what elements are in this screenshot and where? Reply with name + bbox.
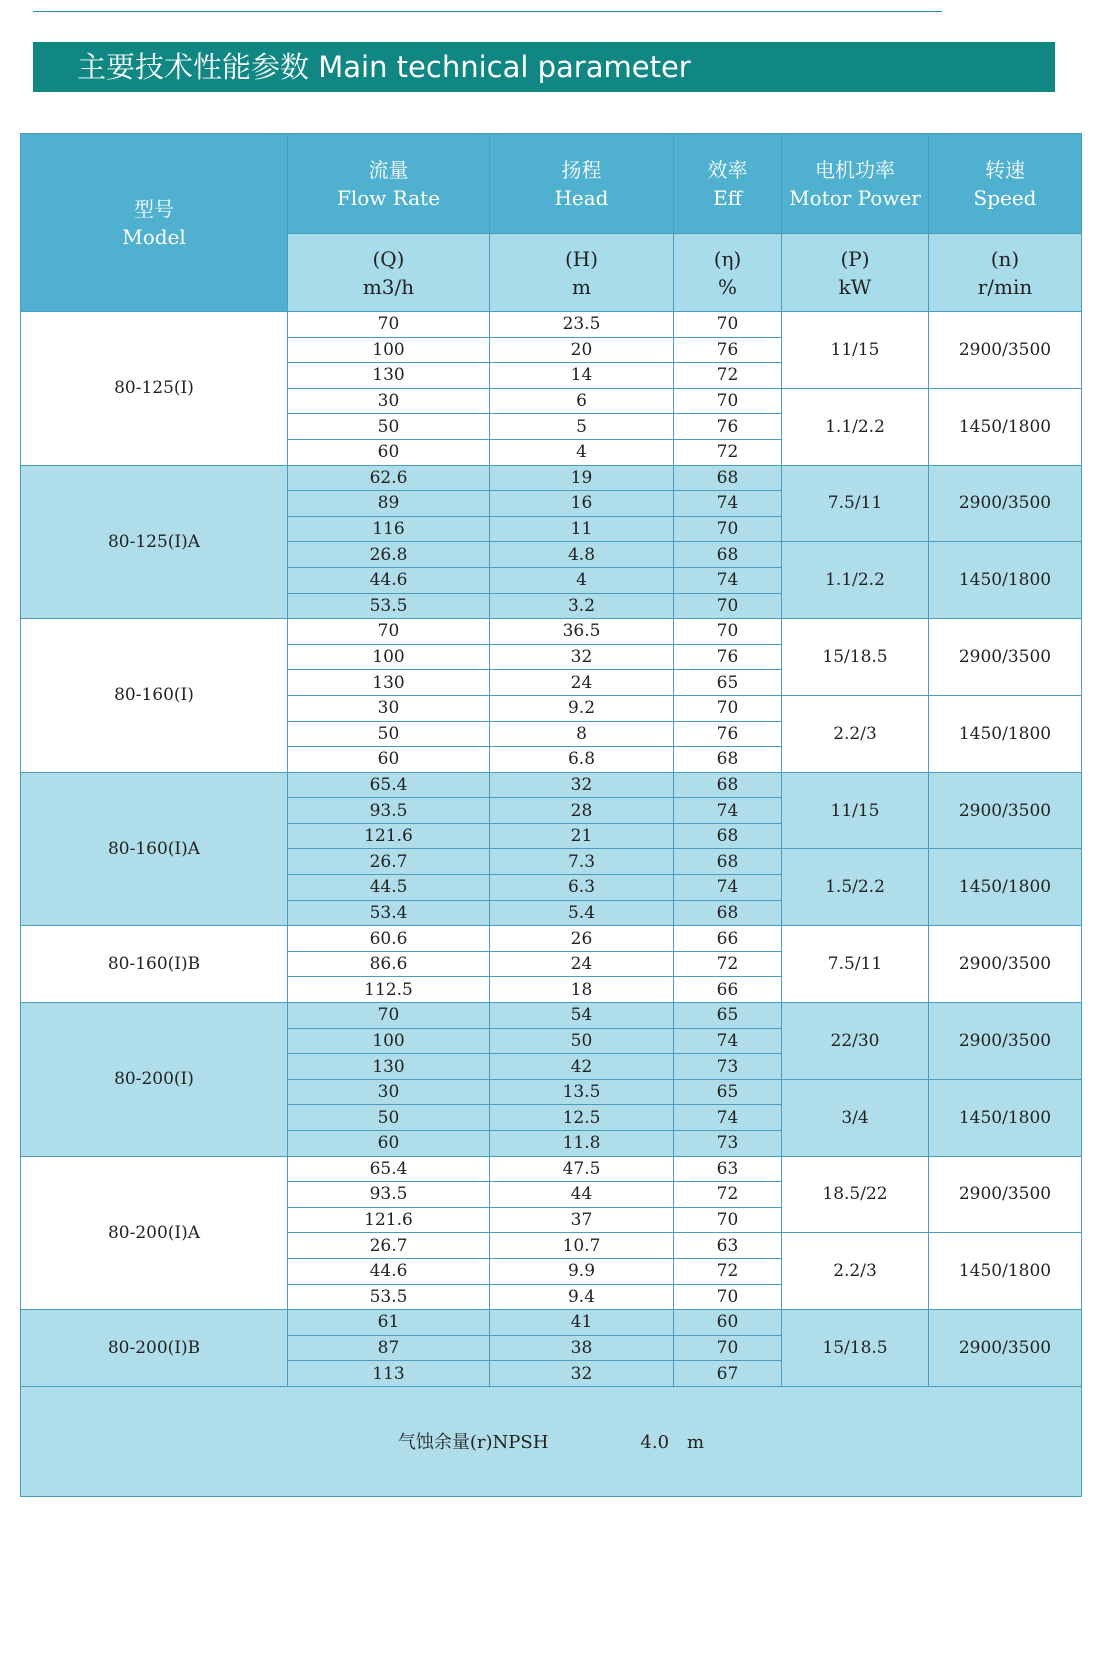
cell-flow: 44.5 xyxy=(288,875,490,901)
cell-flow: 30 xyxy=(288,1079,490,1105)
cell-eff: 73 xyxy=(674,1131,782,1157)
top-rule xyxy=(33,11,942,12)
cell-head: 7.3 xyxy=(490,849,674,875)
cell-speed: 1450/1800 xyxy=(929,388,1082,465)
cell-eff: 68 xyxy=(674,747,782,773)
cell-eff: 70 xyxy=(674,1284,782,1310)
cell-eff: 70 xyxy=(674,1207,782,1233)
cell-head: 11 xyxy=(490,516,674,542)
cell-head: 6.8 xyxy=(490,747,674,773)
cell-motor-power: 18.5/22 xyxy=(782,1156,929,1233)
header-col-1 xyxy=(490,134,674,234)
cell-motor-power: 22/30 xyxy=(782,1003,929,1080)
model-name: 80-160(I)B xyxy=(21,926,288,1003)
cell-head: 5.4 xyxy=(490,900,674,926)
cell-eff: 60 xyxy=(674,1310,782,1336)
cell-eff: 68 xyxy=(674,900,782,926)
cell-eff: 68 xyxy=(674,772,782,798)
npsh-row xyxy=(21,1386,1082,1496)
cell-motor-power: 2.2/3 xyxy=(782,1233,929,1310)
cell-speed: 2900/3500 xyxy=(929,1003,1082,1080)
cell-flow: 70 xyxy=(288,619,490,645)
cell-speed: 2900/3500 xyxy=(929,926,1082,1003)
cell-flow: 130 xyxy=(288,363,490,389)
cell-eff: 65 xyxy=(674,1003,782,1029)
header-unit-symbol: (n) xyxy=(990,246,1020,271)
cell-flow: 130 xyxy=(288,1054,490,1080)
header-unit-1 xyxy=(490,234,674,312)
header-unit-label: kW xyxy=(838,274,872,299)
header-col-cn: 电机功率 xyxy=(815,157,895,182)
model-name: 80-200(I)B xyxy=(21,1310,288,1387)
header-unit-label: m3/h xyxy=(362,274,415,299)
cell-head: 13.5 xyxy=(490,1079,674,1105)
model-name: 80-160(I)A xyxy=(21,772,288,926)
cell-head: 23.5 xyxy=(490,312,674,338)
cell-flow: 60 xyxy=(288,1131,490,1157)
cell-eff: 70 xyxy=(674,1335,782,1361)
cell-motor-power: 15/18.5 xyxy=(782,1310,929,1387)
cell-flow: 130 xyxy=(288,670,490,696)
header-unit-2 xyxy=(674,234,782,312)
header-unit-4 xyxy=(929,234,1082,312)
cell-flow: 50 xyxy=(288,1105,490,1131)
cell-motor-power: 15/18.5 xyxy=(782,619,929,696)
cell-speed: 2900/3500 xyxy=(929,312,1082,389)
cell-head: 41 xyxy=(490,1310,674,1336)
cell-head: 8 xyxy=(490,721,674,747)
cell-head: 32 xyxy=(490,644,674,670)
cell-eff: 70 xyxy=(674,619,782,645)
cell-motor-power: 11/15 xyxy=(782,772,929,849)
cell-motor-power: 2.2/3 xyxy=(782,695,929,772)
model-name: 80-160(I) xyxy=(21,619,288,773)
cell-eff: 68 xyxy=(674,542,782,568)
npsh-value: 4.0 xyxy=(640,1432,670,1454)
header-col-en: Head xyxy=(554,185,609,210)
npsh-cell xyxy=(21,1386,1082,1496)
cell-flow: 112.5 xyxy=(288,977,490,1003)
header-col-cn: 流量 xyxy=(368,157,409,182)
header-unit-label: r/min xyxy=(977,274,1033,299)
parameter-table xyxy=(20,133,1082,1497)
header-model xyxy=(21,134,288,312)
header-col-4 xyxy=(929,134,1082,234)
cell-eff: 74 xyxy=(674,1105,782,1131)
cell-flow: 44.6 xyxy=(288,567,490,593)
cell-flow: 70 xyxy=(288,312,490,338)
cell-speed: 2900/3500 xyxy=(929,1156,1082,1233)
model-name: 80-125(I) xyxy=(21,312,288,466)
cell-head: 9.9 xyxy=(490,1258,674,1284)
cell-speed: 1450/1800 xyxy=(929,849,1082,926)
cell-flow: 53.5 xyxy=(288,593,490,619)
table-row xyxy=(21,1003,1082,1029)
cell-motor-power: 7.5/11 xyxy=(782,926,929,1003)
model-name: 80-200(I)A xyxy=(21,1156,288,1310)
header-col-en: Eff xyxy=(713,185,742,210)
cell-flow: 113 xyxy=(288,1361,490,1387)
table-row xyxy=(21,1310,1082,1336)
cell-flow: 26.7 xyxy=(288,849,490,875)
cell-eff: 73 xyxy=(674,1054,782,1080)
header-col-cn: 扬程 xyxy=(561,157,602,182)
header-unit-3 xyxy=(782,234,929,312)
cell-speed: 1450/1800 xyxy=(929,695,1082,772)
cell-eff: 66 xyxy=(674,977,782,1003)
header-unit-symbol: (P) xyxy=(840,246,870,271)
cell-head: 9.2 xyxy=(490,695,674,721)
cell-eff: 72 xyxy=(674,1258,782,1284)
cell-head: 54 xyxy=(490,1003,674,1029)
model-name: 80-200(I) xyxy=(21,1003,288,1157)
cell-speed: 1450/1800 xyxy=(929,1233,1082,1310)
cell-head: 20 xyxy=(490,337,674,363)
cell-flow: 53.5 xyxy=(288,1284,490,1310)
cell-eff: 74 xyxy=(674,1028,782,1054)
header-unit-symbol: (H) xyxy=(564,246,599,271)
cell-eff: 66 xyxy=(674,926,782,952)
npsh-label: 气蚀余量(r)NPSH xyxy=(397,1432,549,1454)
cell-flow: 70 xyxy=(288,1003,490,1029)
cell-motor-power: 3/4 xyxy=(782,1079,929,1156)
cell-speed: 1450/1800 xyxy=(929,542,1082,619)
cell-eff: 74 xyxy=(674,491,782,517)
cell-eff: 65 xyxy=(674,1079,782,1105)
cell-speed: 2900/3500 xyxy=(929,619,1082,696)
cell-flow: 100 xyxy=(288,644,490,670)
cell-head: 24 xyxy=(490,670,674,696)
cell-head: 4.8 xyxy=(490,542,674,568)
cell-head: 9.4 xyxy=(490,1284,674,1310)
cell-flow: 93.5 xyxy=(288,1182,490,1208)
cell-speed: 2900/3500 xyxy=(929,465,1082,542)
header-unit-symbol: (η) xyxy=(713,246,742,271)
cell-head: 16 xyxy=(490,491,674,517)
cell-flow: 26.8 xyxy=(288,542,490,568)
cell-head: 32 xyxy=(490,1361,674,1387)
cell-head: 24 xyxy=(490,951,674,977)
cell-head: 36.5 xyxy=(490,619,674,645)
cell-speed: 2900/3500 xyxy=(929,772,1082,849)
cell-head: 32 xyxy=(490,772,674,798)
cell-eff: 68 xyxy=(674,465,782,491)
cell-flow: 100 xyxy=(288,1028,490,1054)
cell-eff: 68 xyxy=(674,849,782,875)
cell-flow: 87 xyxy=(288,1335,490,1361)
cell-head: 3.2 xyxy=(490,593,674,619)
cell-flow: 93.5 xyxy=(288,798,490,824)
cell-head: 14 xyxy=(490,363,674,389)
cell-eff: 74 xyxy=(674,875,782,901)
cell-head: 47.5 xyxy=(490,1156,674,1182)
cell-motor-power: 11/15 xyxy=(782,312,929,389)
cell-eff: 76 xyxy=(674,644,782,670)
cell-flow: 121.6 xyxy=(288,823,490,849)
cell-eff: 70 xyxy=(674,695,782,721)
cell-head: 42 xyxy=(490,1054,674,1080)
cell-flow: 116 xyxy=(288,516,490,542)
cell-flow: 61 xyxy=(288,1310,490,1336)
cell-speed: 1450/1800 xyxy=(929,1079,1082,1156)
cell-eff: 70 xyxy=(674,312,782,338)
header-col-0 xyxy=(288,134,490,234)
header-model-cn: 型号 xyxy=(134,196,174,221)
cell-head: 44 xyxy=(490,1182,674,1208)
cell-flow: 60 xyxy=(288,747,490,773)
cell-head: 11.8 xyxy=(490,1131,674,1157)
cell-head: 4 xyxy=(490,439,674,465)
table-row xyxy=(21,1156,1082,1182)
cell-flow: 26.7 xyxy=(288,1233,490,1259)
cell-flow: 30 xyxy=(288,388,490,414)
cell-head: 26 xyxy=(490,926,674,952)
cell-eff: 72 xyxy=(674,1182,782,1208)
cell-head: 6.3 xyxy=(490,875,674,901)
cell-head: 5 xyxy=(490,414,674,440)
cell-eff: 70 xyxy=(674,388,782,414)
cell-head: 28 xyxy=(490,798,674,824)
header-row-names xyxy=(21,134,1082,234)
cell-flow: 62.6 xyxy=(288,465,490,491)
header-col-en: Motor Power xyxy=(789,185,921,210)
cell-eff: 72 xyxy=(674,439,782,465)
table-row xyxy=(21,619,1082,645)
table-row xyxy=(21,926,1082,952)
cell-eff: 76 xyxy=(674,414,782,440)
cell-flow: 100 xyxy=(288,337,490,363)
cell-eff: 76 xyxy=(674,337,782,363)
cell-head: 6 xyxy=(490,388,674,414)
cell-eff: 67 xyxy=(674,1361,782,1387)
header-col-en: Flow Rate xyxy=(336,185,441,210)
title-banner xyxy=(33,42,1055,92)
cell-eff: 72 xyxy=(674,363,782,389)
table-row xyxy=(21,465,1082,491)
header-col-en: Speed xyxy=(973,185,1037,210)
npsh-unit: m xyxy=(687,1432,705,1454)
cell-eff: 65 xyxy=(674,670,782,696)
parameter-table-container xyxy=(20,133,1081,1575)
cell-head: 37 xyxy=(490,1207,674,1233)
cell-eff: 63 xyxy=(674,1233,782,1259)
cell-head: 4 xyxy=(490,567,674,593)
cell-head: 21 xyxy=(490,823,674,849)
cell-eff: 74 xyxy=(674,798,782,824)
table-row xyxy=(21,312,1082,338)
cell-eff: 70 xyxy=(674,593,782,619)
cell-speed: 2900/3500 xyxy=(929,1310,1082,1387)
cell-flow: 30 xyxy=(288,695,490,721)
cell-flow: 60 xyxy=(288,439,490,465)
cell-flow: 121.6 xyxy=(288,1207,490,1233)
model-name: 80-125(I)A xyxy=(21,465,288,619)
cell-flow: 65.4 xyxy=(288,772,490,798)
cell-motor-power: 1.1/2.2 xyxy=(782,388,929,465)
cell-eff: 76 xyxy=(674,721,782,747)
cell-motor-power: 1.5/2.2 xyxy=(782,849,929,926)
cell-head: 38 xyxy=(490,1335,674,1361)
header-col-2 xyxy=(674,134,782,234)
cell-flow: 65.4 xyxy=(288,1156,490,1182)
cell-head: 50 xyxy=(490,1028,674,1054)
cell-head: 18 xyxy=(490,977,674,1003)
cell-flow: 53.4 xyxy=(288,900,490,926)
cell-eff: 68 xyxy=(674,823,782,849)
cell-motor-power: 1.1/2.2 xyxy=(782,542,929,619)
header-unit-label: % xyxy=(717,274,737,299)
header-col-cn: 效率 xyxy=(707,157,748,182)
cell-flow: 89 xyxy=(288,491,490,517)
cell-motor-power: 7.5/11 xyxy=(782,465,929,542)
page-title: 主要技术性能参数 Main technical parameter xyxy=(77,50,691,84)
cell-flow: 86.6 xyxy=(288,951,490,977)
cell-head: 19 xyxy=(490,465,674,491)
table-row xyxy=(21,772,1082,798)
cell-head: 12.5 xyxy=(490,1105,674,1131)
header-unit-0 xyxy=(288,234,490,312)
cell-eff: 63 xyxy=(674,1156,782,1182)
cell-eff: 74 xyxy=(674,567,782,593)
header-unit-label: m xyxy=(572,274,591,299)
header-model-en: Model xyxy=(122,224,186,249)
header-col-3 xyxy=(782,134,929,234)
header-col-cn: 转速 xyxy=(985,157,1025,182)
cell-eff: 72 xyxy=(674,951,782,977)
cell-flow: 44.6 xyxy=(288,1258,490,1284)
header-unit-symbol: (Q) xyxy=(372,246,405,271)
cell-flow: 50 xyxy=(288,721,490,747)
cell-eff: 70 xyxy=(674,516,782,542)
cell-flow: 60.6 xyxy=(288,926,490,952)
cell-flow: 50 xyxy=(288,414,490,440)
cell-head: 10.7 xyxy=(490,1233,674,1259)
